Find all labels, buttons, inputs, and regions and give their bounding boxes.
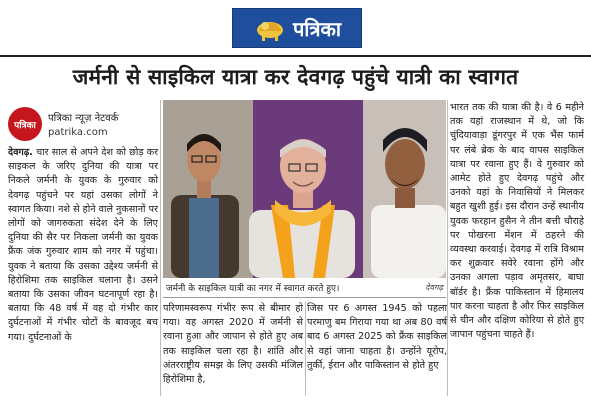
story-column-right [450,101,584,396]
dateline: देवगढ़. [8,147,33,158]
news-photo [163,100,446,278]
story-bottom1-text: परिणामस्वरूप गंभीर रूप से बीमार हो गया। वह अगस्त 2020 में जर्मनी से रवाना हुआ और जापान से होते हुए अब तक साइकिल चला रहा है। शांति और अंतरराष्ट्रीय समझ के लिए उसकी मंजिल हिरोशिमा है, [163,303,303,386]
patrika-logo: पत्रिका [8,107,42,141]
column-divider [305,302,306,396]
caption-text: जर्मनी के साइकिल यात्री का नगर में स्वागत करते हुए। [166,284,340,294]
photo-credit: देवगढ़ [425,283,443,292]
story-column-bottom-1 [163,302,303,396]
lion-emblem-icon [253,13,287,43]
column-divider [447,100,448,396]
masthead-logo [232,8,362,48]
column-divider [160,100,161,396]
story-column-bottom-2 [307,302,447,396]
story-right-text: भारत तक की यात्रा की है। वे 6 महीने तक यहां राजस्थान में थे, जो कि चुंदियावाड़ा डूंगरपुर में एक भैंस फार्म पर लंबे ब्रेक के बाद वापस साइकिल यात्रा पर रवाना हुए हैं। वे गुरुवार को आमेट होते हुए देवगढ़ पहुंचे और उनको यहां के निवासियों ने मिलकर बहुत खुशी हुई। इस दौरान उन्हें स्थानीय युवक फरहान हुसैन ने तीन बत्ती चौराहे पर पोखरना मेंशन में ठहरने की व्यवस्था करवाई। देवगढ़ में रात्रि विश्राम कर शुक्रवार सवेरे रवाना होंगे और उनका अगला पड़ाव अमृतसर, बाघा बॉर्डर है। फ्रैंक पाकिस्तान में हिमालय पार करना चाहता है और फिर साइकिल से चीन और दक्षिण कोरिया से होते हुए जापान पहुंचना चाहते हैं। [450,102,584,341]
story-column-left [8,146,158,396]
story-left-text: चार साल से अपने देश को छोड़ कर साइकल के जरिए दुनिया की यात्रा पर निकले जर्मनी के युवक के गुरुवार को देवगढ़ पहुंचने पर यहां उसका लोगों ने स्वागत किया। नशे से होने वाले नुकसानों पर लोगों को जागरुकता संदेश देने के लिए दुनिया की सैर पर निकला जर्मनी का युवक फ्रैंक जंक गुरुवार शाम को नगर में पहुंचा। युवक ने बताया कि उसका उद्देश्य जर्मनी से हिरोशिमा तक साइकिल चलाना है। उसने बताया कि उसका जीवन घटनापूर्ण रहा है। बताया कि 48 वर्ष में वह दो गंभीर कार दुर्घटनाओं में गंभीर चोटों के बावजूद बच गया। दुर्घटनाओं के [8,147,158,343]
byline-site: patrika.com [48,127,108,138]
photo-caption [163,278,446,298]
byline [8,104,158,144]
masthead-divider [0,55,591,57]
byline-agency: पत्रिका न्यूज़ नेटवर्क [48,113,119,124]
headline: जर्मनी से साइकिल यात्रा कर देवगढ़ पहुंचे यात्री का स्वागत [72,65,519,89]
story-bottom2-text: जिस पर 6 अगस्त 1945 को पहला परमाणु बम गिराया गया था अब 80 वर्ष बाद 6 अगस्त 2025 को फ्रैंक साइकिल से वहां जाना चाहता है। उन्होंने यूरोप, तुर्की, ईरान और पाकिस्तान से होते हुए [307,303,447,371]
masthead-brand: पत्रिका [292,16,342,41]
